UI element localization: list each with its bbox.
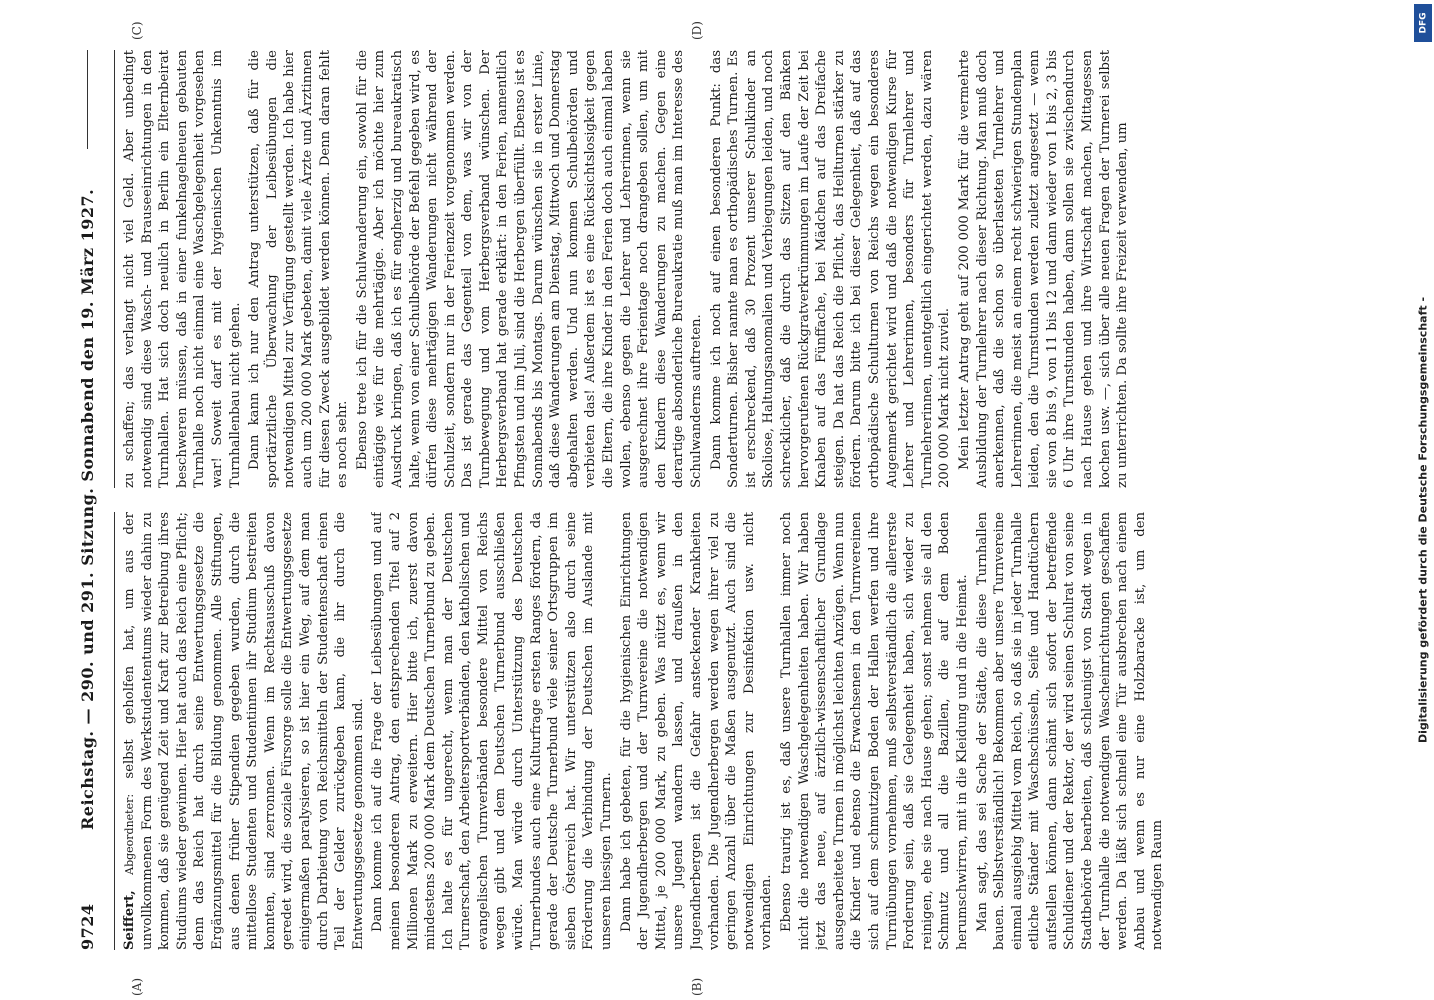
- paragraph-text: selbst geholfen hat, um aus der unvollkommenen Form des Werkstudententums wieder dahin zu kommen, daß sie genügend Zeit und Kraft zur Betreibung ihres Studiums wieder gewinnen. Hier hat auch das Reich eine Pflicht; denn das Reich hat durch seine Entwertungsgesetze die Ergänzungsmittel für die Bildung genommen. Alle Stiftungen, aus denen früher Stipendien gegeben wurden, durch die mittellose Studenten und Studentinnen ihr Studium bestreiten konnten, sind zerronnen. Wenn im Rechtsausschuß davon geredet wird, die soziale Fürsorge solle die Entwertungsgesetze einigermaßen paralysieren, so ist hier ein Weg, auf dem man durch Darbietung von Reichsmitteln der Studentenschaft einen Teil der Gelder zurückgeben kann, die ihr durch die Entwertungsgesetze genommen sind.: [122, 512, 366, 950]
- header-rule: [87, 50, 88, 149]
- paragraph: [121, 512, 367, 950]
- column-left: [114, 512, 1274, 950]
- paragraph: Ebenso traurig ist es, daß unsere Turnhallen immer noch nicht die notwendigen Waschgelegenheiten haben. Wir haben jetzt das neue, auf ärztlich-wissenschaftlicher Grundlage ausgearbeitete Turnen in möglichst leichten Anzügen. Wenn nun die Kinder und ebenso die Erwachsenen in den Turnvereinen sich auf dem schmutzigen Boden der Hallen werfen und ihre Turnübungen vornehmen, muß selbstverständlich die allererste Forderung sein, daß sie Gelegenheit haben, sich wieder zu reinigen, ehe sie nach Hause gehen; sonst nehmen sie all den Schmutz und all die Bazillen, die auf dem Boden herumschwirren, mit in die Kleidung und in die Heimat.: [778, 512, 970, 950]
- margin-mark-b: (B): [690, 977, 704, 996]
- paragraph: Dann habe ich gebeten, für die hygienischen Einrichtungen der Jugendherbergen und der Turnvereine die notwendigen Mittel, je 200 000 Mark, zu geben. Was nützt es, wenn wir unsere Jugend wandern lassen, und draußen in den Jugendherbergen ist die Gefahr ansteckender Krankheiten vorhanden. Die Jugendherbergen werden wegen ihrer viel zu geringen Anzahl über die Maßen ausgenutzt. Auch sind die notwendigen Einrichtungen zur Desinfektion usw. nicht vorhanden.: [618, 512, 775, 950]
- header-title: Reichstag. — 290. und 291. Sitzung. Sonnabend den 19. März 1927.: [77, 188, 97, 830]
- page-number: 9724: [77, 903, 97, 950]
- text-columns: [114, 50, 1274, 950]
- margin-mark-d: (D): [690, 21, 704, 40]
- credit-text: Digitalisierung gefördert durch die Deutsche Forschungsgemeinschaft -: [1416, 296, 1430, 744]
- paragraph: zu schaffen; das verlangt nicht viel Geld. Aber unbedingt notwendig sind diese Wasch- und Brauseeinrichtungen in den Turnhallen. Hat sich doch neulich in Berlin ein Elternbeirat beschweren müssen, daß in einer funkelnagelneuen gebauten Turnhalle noch nicht einmal eine Waschgelegenheit vorgesehen war! Soweit darf es mit der hygienischen Unkenntnis im Turnhallenbau nicht gehen.: [122, 50, 243, 488]
- digitization-credit-strip: [1412, 0, 1434, 1000]
- margin-mark-a: (A): [130, 977, 144, 996]
- margin-mark-c: (C): [130, 21, 144, 40]
- running-header: [70, 50, 104, 950]
- column-right: [114, 50, 1274, 488]
- paragraph: Dann komme ich auf die Frage der Leibesübungen und auf meinen besonderen Antrag, den entsprechenden Titel auf 2 Millionen Mark zu erweitern. Hier bitte ich, zuerst davon mindestens 200 000 Mark dem Deutschen Turnerbund zu geben. Ich halte es für ungerecht, wenn man der Deutschen Turnerschaft, den Arbeitersportverbänden, den katholischen und evangelischen Turnverbänden besondere Mittel von Reichs wegen gibt und dem Deutschen Turnerbund ausschließen würde. Man würde durch Unterstützung des Deutschen Turnerbundes auch eine Kulturfrage ersten Ranges fördern, da gerade der Deutsche Turnerbund viele seiner Ortsgruppen im sieben Österreich hat. Wir unterstützen also durch seine Förderung die Verbindung der Deutschen im Auslande mit unseren hiesigen Turnern.: [370, 512, 615, 950]
- rotated-document-page: [70, 21, 1330, 996]
- paragraph: Dann komme ich noch auf einen besonderen Punkt: das Sonderturnen. Bisher nannte man es orthopädisches Turnen. Es ist erschreckend, daß 30 Prozent unserer Schulkinder an Skoliose, Haltungsanomalien und Verbiegungen leiden, und noch schrecklicher, daß die durch das Sitzen auf den Bänken hervorgerufenen Rückgratverkrümmungen im Laufe der Zeit bei Knaben auf das Fünffache, bei Mädchen auf das Dreifache steigen. Da hat das Reich die Pflicht, das Heilturnen stärker zu fördern. Darum bitte ich bei dieser Gelegenheit, daß auf das orthopädische Schulturnen von Reichs wegen ein besonderes Augenmerk gerichtet wird und daß die notwendigen Kurse für Lehrer und Lehrerinnen, besonders für Turnlehrer und Turnlehrerinnen, unentgeltlich eingerichtet werden, dazu wären 200 000 Mark nicht zuviel.: [708, 50, 953, 488]
- credit-text-box: [1413, 50, 1433, 990]
- paragraph: Man sagt, das sei Sache der Städte, die diese Turnhallen bauen. Selbstverständlich! Bekommen aber unsere Turnvereine einmal ausgiebig Mittel vom Reich, so daß sie in jeder Turnhalle etliche Ständer mit Waschschüsseln, Seife und Handtüchern aufstellen können, dann schämt sich sofort der betreffende Schuldiener und der Rektor, der wird seinen Schulrat von seine Stadtbehörde bearbeiten, daß schleunigst von Stadt wegen in der Turnhalle die notwendigen Wascheinrichtungen geschaffen werden. Da läßt sich schnell eine Tür ausbrechen nach einem Anbau und wenn es nur eine Holzbaracke ist, um den notwendigen Raum: [974, 512, 1166, 950]
- speaker-role: Abgeordneter:: [123, 793, 136, 875]
- dfg-logo-text: DFG: [1418, 12, 1429, 34]
- paragraph: Ebenso trete ich für die Schulwanderung ein, sowohl für die eintägige wie für die mehrtägige. Aber ich möchte hier zum Ausdruck bringen, daß ich es für engherzig und bureaukratisch halte, wenn von einer Schulbehörde der Befehl gegeben wird, es dürfen diese mehrtägigen Wanderungen nicht während der Schulzeit, sondern nur in der Ferienzeit vorgenommen werden. Das ist gerade das Gegenteil von dem, was wir von der Turnbewegung und vom Herbergsverband wünschen. Der Herbergsverband hat gerade erklärt: in den Ferien, namentlich Pfingsten und im Juli, sind die Herbergen überfüllt. Ebenso ist es Sonnabends bis Montags. Darum wünschen sie in erster Linie, daß diese Wanderungen am Dienstag, Mittwoch und Donnerstag abgehalten werden. Und nun kommen Schulbehörden und verbieten das! Außerdem ist es eine Rücksichtslosigkeit gegen die Eltern, die ihre Kinder in den Ferien doch auch einmal haben wollen, ebenso gegen die Lehrer und Lehrerinnen, wenn sie ausgerechnet ihre Ferientage noch drangeben sollen, um mit den Kindern diese Wanderungen zu machen. Gegen eine derartige absonderliche Bureaukratie muß man im Interesse des Schulwanderns auftreten.: [354, 50, 704, 488]
- dfg-logo: [1414, 4, 1432, 42]
- paragraph: Mein letzter Antrag geht auf 200 000 Mark für die vermehrte Ausbildung der Turnlehrer nach dieser Richtung. Man muß doch anerkennen, daß die schon so überlasteten Turnlehrer und Lehrerinnen, die meist an einem recht schwierigen Stundenplan leiden, den die Turnstunden werden zuletzt angesetzt — wenn sie von 8 bis 9, von 11 bis 12 und dann wieder von 1 bis 2, 3 bis 6 Uhr ihre Turnstunden haben, dann sollen sie zwischendurch nach Hause gehen und ihre Wirtschaft machen, Mittagessen kochen usw. —, sich über alle neuen Fragen der Turnerei selbst zu unterrichten. Da sollte ihre Freizeit verwenden, um: [956, 50, 1131, 488]
- speaker-name: Seiffert,: [122, 890, 137, 950]
- paragraph: Dann kann ich nur den Antrag unterstützen, daß für die sportärztliche Überwachung der Leibesübungen die notwendigen Mittel zur Verfügung gestellt werden. Ich habe hier auch um 200 000 Mark gebeten, damit viele Ärzte und Ärztinnen für diesen Zweck ausgebildet werden können. Denn daran fehlt es noch sehr.: [247, 50, 351, 488]
